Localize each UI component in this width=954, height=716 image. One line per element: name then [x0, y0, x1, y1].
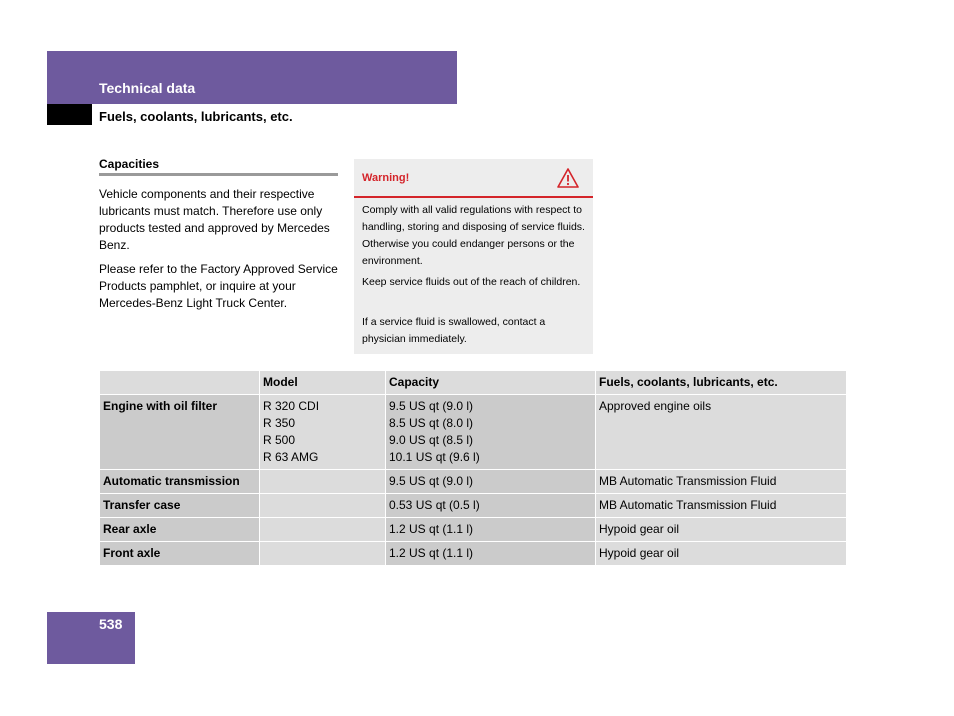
header-cell: Fuels, coolants, lubricants, etc. [596, 371, 847, 395]
table-header-row [100, 371, 847, 395]
fluid-cell: Approved engine oils [596, 395, 847, 470]
warning-text-3: If a service fluid is swallowed, contact a physician immediately. [362, 316, 546, 345]
table-row [100, 518, 847, 542]
fluid-cell: MB Automatic Transmission Fluid [596, 470, 847, 494]
capacity-cell: 9.5 US qt (9.0 l) [386, 470, 596, 494]
table-row [100, 395, 847, 470]
capacity-cell: 1.2 US qt (1.1 l) [386, 518, 596, 542]
capacities-table [99, 370, 847, 566]
component-cell: Rear axle [100, 518, 260, 542]
header-cell [100, 371, 260, 395]
capacity-cell: 9.5 US qt (9.0 l) 8.5 US qt (8.0 l) 9.0 US qt (8.5 l) 10.1 US qt (9.6 l) [386, 395, 596, 470]
table-row [100, 494, 847, 518]
component-cell: Automatic transmission [100, 470, 260, 494]
warning-text-1: Comply with all valid regulations with respect to handling, storing and disposing of service fluids. Otherwise you could endanger persons or the environment. [362, 204, 585, 267]
section-marker [47, 104, 92, 125]
intro-paragraph: Vehicle components and their respective lubricants must match. Therefore use only products tested and approved by Mercedes Benz. [99, 187, 330, 252]
table-row [100, 470, 847, 494]
model-cell [260, 518, 386, 542]
table-row [100, 542, 847, 566]
fluid-cell: Hypoid gear oil [596, 542, 847, 566]
warning-header [354, 159, 593, 198]
header-band [47, 51, 457, 104]
page-number: 538 [99, 616, 123, 632]
capacities-heading: Capacities [99, 157, 160, 171]
header-cell: Model [260, 371, 386, 395]
component-cell: Engine with oil filter [100, 395, 260, 470]
capacity-cell: 1.2 US qt (1.1 l) [386, 542, 596, 566]
reference-paragraph: Please refer to the Factory Approved Service Products pamphlet, or inquire at your Mercedes-Benz Light Truck Center. [99, 262, 338, 310]
section-subtitle: Fuels, coolants, lubricants, etc. [99, 109, 293, 124]
model-cell [260, 494, 386, 518]
capacity-cell: 0.53 US qt (0.5 l) [386, 494, 596, 518]
model-cell [260, 542, 386, 566]
warning-triangle-icon [557, 167, 579, 189]
fluid-cell: Hypoid gear oil [596, 518, 847, 542]
header-cell: Capacity [386, 371, 596, 395]
chapter-title: Technical data [99, 80, 196, 96]
component-cell: Transfer case [100, 494, 260, 518]
model-cell: R 320 CDI R 350 R 500 R 63 AMG [260, 395, 386, 470]
heading-rule [99, 173, 338, 176]
model-cell [260, 470, 386, 494]
warning-label: Warning! [362, 172, 410, 184]
warning-box [354, 159, 593, 354]
fluid-cell: MB Automatic Transmission Fluid [596, 494, 847, 518]
warning-text-2: Keep service fluids out of the reach of children. [362, 276, 581, 288]
component-cell: Front axle [100, 542, 260, 566]
